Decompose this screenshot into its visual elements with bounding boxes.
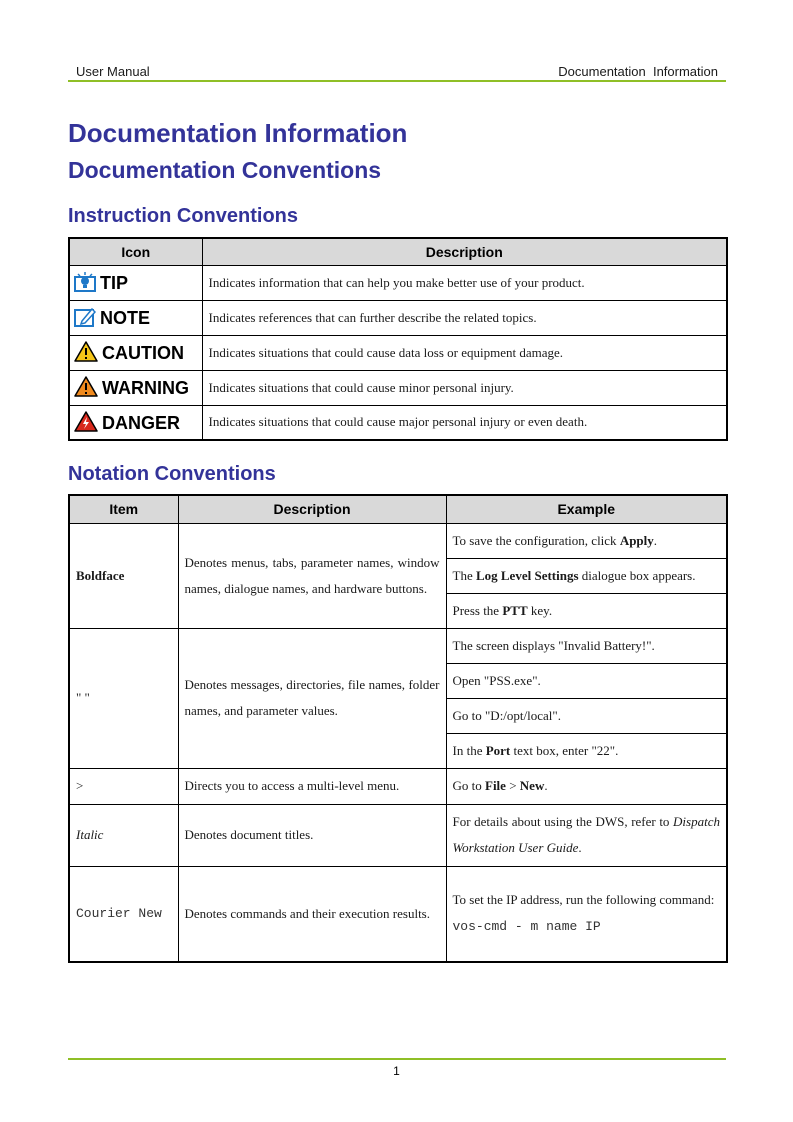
column-header-icon: Icon (69, 238, 202, 265)
warning-label-cell (69, 370, 202, 405)
quotes-example-4: In the Port text box, enter "22". (446, 733, 727, 768)
italic-item: Italic (69, 804, 178, 866)
instruction-heading: Instruction Conventions (68, 205, 298, 227)
table-header-row (69, 238, 727, 265)
note-icon (74, 307, 96, 327)
header-rule (68, 80, 726, 82)
table-row (69, 768, 727, 804)
quotes-example-1: The screen displays "Invalid Battery!". (446, 628, 727, 663)
boldface-description: Denotes menus, tabs, parameter names, window names, dialogue names, and hardware buttons. (178, 523, 446, 628)
arrow-example: Go to File > New. (446, 768, 727, 804)
italic-description: Denotes document titles. (178, 804, 446, 866)
column-header-item: Item (69, 495, 178, 523)
quotes-item: " " (69, 628, 178, 768)
italic-example: For details about using the DWS, refer to Dispatch Workstation User Guide. (446, 804, 727, 866)
footer-rule (68, 1058, 726, 1060)
section-title: Documentation Conventions (68, 157, 382, 183)
caution-icon (74, 341, 98, 362)
table-row (69, 866, 727, 962)
boldface-item: Boldface (69, 523, 178, 628)
courier-example-command: vos-cmd - m name IP (452, 918, 601, 934)
danger-description: Indicates situations that could cause major personal injury or even death. (202, 405, 727, 440)
courier-item: Courier New (69, 866, 178, 962)
notation-table (68, 494, 728, 963)
boldface-example-1: To save the configuration, click Apply. (446, 523, 727, 558)
courier-description: Denotes commands and their execution results. (178, 866, 446, 962)
arrow-description: Directs you to access a multi-level menu. (178, 768, 446, 804)
tip-description: Indicates information that can help you make better use of your product. (202, 265, 727, 300)
warning-icon (74, 376, 98, 397)
table-row (69, 523, 727, 558)
courier-example (446, 866, 727, 962)
table-row (69, 370, 727, 405)
warning-description: Indicates situations that could cause minor personal injury. (202, 370, 727, 405)
boldface-example-3: Press the PTT key. (446, 593, 727, 628)
column-header-example: Example (446, 495, 727, 523)
table-row (69, 265, 727, 300)
arrow-item: > (69, 768, 178, 804)
caution-label: CAUTION (102, 343, 184, 363)
tip-icon (74, 272, 96, 292)
table-row (69, 628, 727, 663)
caution-description: Indicates situations that could cause data loss or equipment damage. (202, 335, 727, 370)
table-row (69, 804, 727, 866)
courier-example-text: To set the IP address, run the following command: (452, 891, 715, 907)
table-row (69, 405, 727, 440)
warning-label: WARNING (102, 378, 189, 398)
note-description: Indicates references that can further describe the related topics. (202, 300, 727, 335)
column-header-description: Description (202, 238, 727, 265)
table-header-row (69, 495, 727, 523)
table-row (69, 335, 727, 370)
danger-icon (74, 411, 98, 432)
danger-label: DANGER (102, 412, 181, 433)
table-row (69, 300, 727, 335)
quotes-example-2: Open "PSS.exe". (446, 663, 727, 698)
boldface-example-2: The Log Level Settings dialogue box appears. (446, 558, 727, 593)
caution-label-cell (69, 335, 202, 370)
note-label-cell (69, 300, 202, 335)
notation-heading: Notation Conventions (68, 463, 276, 485)
header-right: Documentation Information (558, 64, 718, 79)
header-left: User Manual (76, 64, 150, 79)
page-title: Documentation Information (68, 118, 408, 148)
danger-label-cell (69, 405, 202, 440)
page-number: 1 (393, 1064, 400, 1078)
instruction-table (68, 237, 728, 441)
running-header (68, 64, 726, 81)
quotes-description: Denotes messages, directories, file names, folder names, and parameter values. (178, 628, 446, 768)
tip-label: TIP (100, 272, 129, 293)
column-header-description: Description (178, 495, 446, 523)
tip-label-cell (69, 265, 202, 300)
quotes-example-3: Go to "D:/opt/local". (446, 698, 727, 733)
note-label: NOTE (100, 307, 151, 328)
